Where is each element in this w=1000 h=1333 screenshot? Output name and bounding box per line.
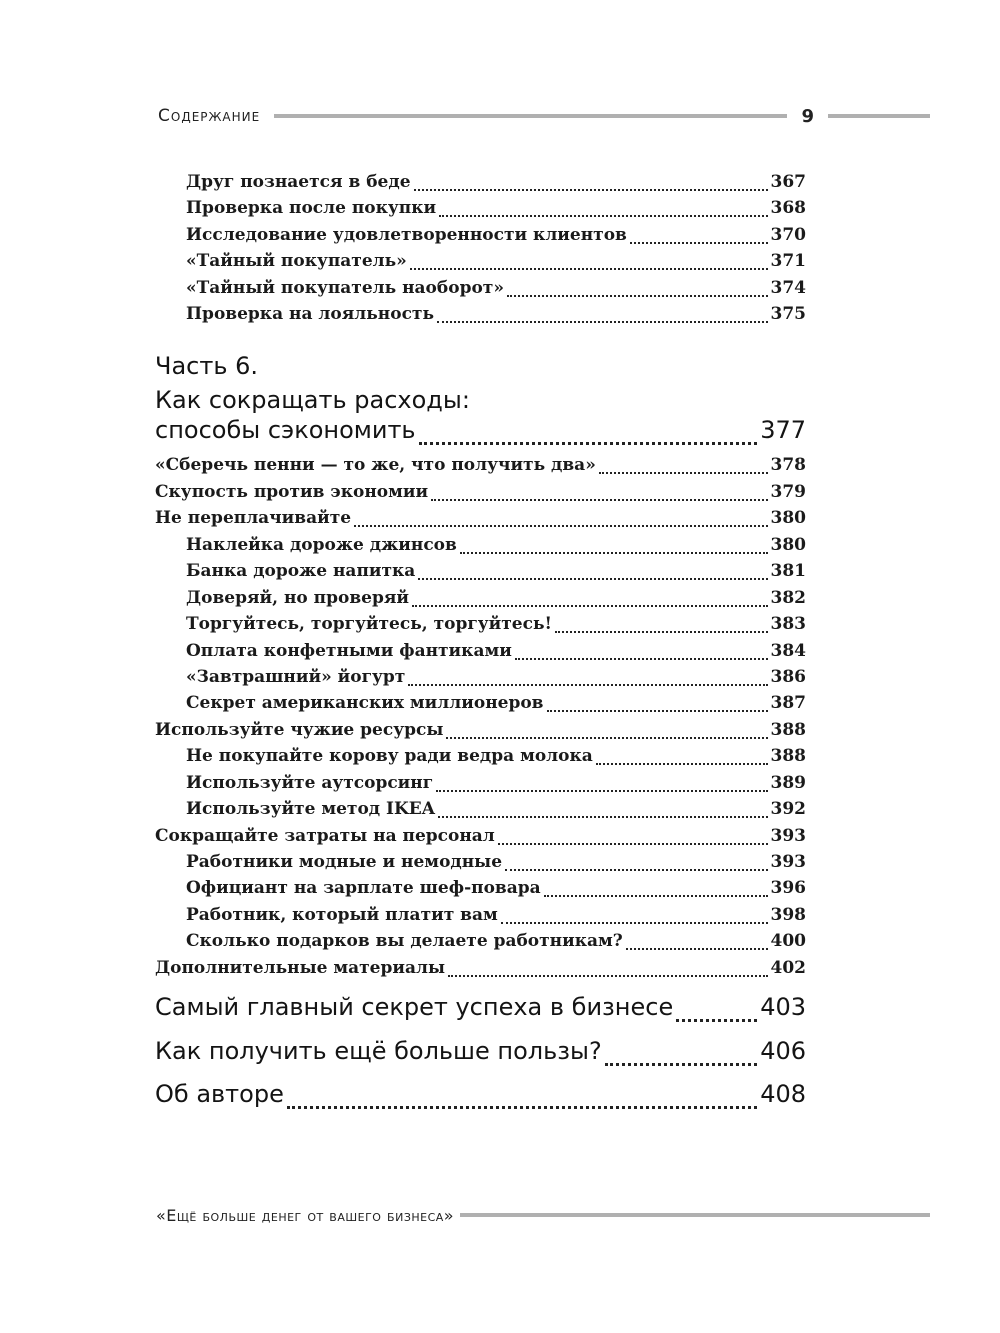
toc-entry[interactable] [186, 172, 806, 196]
toc-entry[interactable] [186, 746, 806, 770]
book-title: «Ещё больше денег от вашего бизнеса» [156, 1205, 455, 1225]
toc-entry[interactable] [186, 641, 806, 665]
toc-entry-title: Работники модные и немодные [186, 852, 503, 872]
dot-leader [498, 843, 768, 845]
toc-entry-title: Скупость против экономии [155, 482, 429, 502]
dot-leader [544, 895, 768, 897]
header-rule [274, 114, 787, 118]
toc-entry-title: Сокращайте затраты на персонал [155, 826, 495, 846]
toc-entry[interactable] [186, 304, 806, 328]
toc-entry-page: 393 [770, 826, 806, 846]
toc-entry-page: 388 [770, 746, 806, 766]
toc-entry[interactable] [186, 561, 806, 585]
toc-entry-title: Работник, который платит вам [186, 905, 498, 925]
toc-entry[interactable] [155, 482, 806, 506]
toc-entry-page: 388 [770, 720, 806, 740]
toc-entry-title: Используйте метод IKEA [186, 799, 435, 819]
toc-entry-title: Не переплачивайте [155, 508, 352, 528]
toc-entry[interactable] [186, 931, 806, 955]
dot-leader [596, 763, 768, 765]
toc-entry-page: 392 [770, 799, 806, 819]
toc-entry-page: 374 [770, 278, 806, 298]
toc-entry-title: Официант на зарплате шеф-повара [186, 878, 541, 898]
toc-entry[interactable] [186, 198, 806, 222]
toc-entry-page: 368 [770, 198, 806, 218]
toc-entry-title: «Сберечь пенни — то же, что получить два» [155, 455, 596, 475]
toc-entry[interactable] [155, 508, 806, 532]
toc-entry[interactable] [155, 958, 806, 982]
toc-entry-page: 387 [770, 693, 806, 713]
dot-leader [605, 1063, 757, 1066]
toc-entry-page: 396 [770, 878, 806, 898]
toc-entry-page: 371 [770, 251, 806, 271]
toc-entry-page: 375 [770, 304, 806, 324]
toc-entry-page: 406 [760, 1037, 806, 1065]
dot-leader [547, 710, 768, 712]
toc-entry-title: Об авторе [155, 1080, 284, 1108]
dot-leader [448, 975, 767, 977]
dot-leader [438, 816, 768, 818]
dot-leader [419, 442, 758, 445]
toc-entry[interactable] [186, 773, 806, 797]
toc-entry[interactable] [186, 535, 806, 559]
dot-leader [418, 578, 767, 580]
dot-leader [446, 737, 767, 739]
toc-entry[interactable] [186, 251, 806, 275]
toc-entry-title: Секрет американских миллионеров [186, 693, 544, 713]
dot-leader [507, 295, 768, 297]
toc-entry-page: 383 [770, 614, 806, 634]
dot-leader [431, 499, 767, 501]
running-header [158, 102, 930, 130]
toc-entry[interactable] [186, 905, 806, 929]
toc-entry-page: 370 [770, 225, 806, 245]
toc-entry[interactable] [186, 878, 806, 902]
dot-leader [410, 268, 768, 270]
toc-entry-page: 393 [770, 852, 806, 872]
toc-entry-page: 382 [770, 588, 806, 608]
toc-entry-title: Проверка на лояльность [186, 304, 434, 324]
toc-entry[interactable] [155, 720, 806, 744]
toc-entry[interactable] [186, 225, 806, 249]
toc-entry-title: Банка дороже напитка [186, 561, 416, 581]
toc-entry-title: Исследование удовлетворенности клиентов [186, 225, 627, 245]
toc-entry-title: Оплата конфетными фантиками [186, 641, 512, 661]
dot-leader [287, 1106, 757, 1109]
dot-leader [414, 189, 768, 191]
dot-leader [555, 631, 768, 633]
toc-entry[interactable] [186, 667, 806, 691]
toc-major-entry[interactable] [155, 1037, 806, 1073]
toc-entry-page: 402 [770, 958, 806, 978]
toc-entry-page: 380 [770, 535, 806, 555]
toc-entry[interactable] [186, 799, 806, 823]
dot-leader [436, 790, 767, 792]
toc-major-entry[interactable] [155, 1080, 806, 1116]
dot-leader [505, 869, 767, 871]
toc-entry-title: Используйте чужие ресурсы [155, 720, 444, 740]
toc-entry-title: Друг познается в беде [186, 172, 411, 192]
toc-entry-page: 403 [760, 993, 806, 1021]
part-heading-line2: Как сокращать расходы: [155, 386, 470, 414]
toc-entry-page: 384 [770, 641, 806, 661]
toc-entry-page: 408 [760, 1080, 806, 1108]
toc-entry-page: 367 [770, 172, 806, 192]
toc-entry[interactable] [186, 614, 806, 638]
toc-entry-title: «Тайный покупатель» [186, 251, 407, 271]
toc-entry-title: Наклейка дороже джинсов [186, 535, 457, 555]
toc-entry-page: 398 [770, 905, 806, 925]
dot-leader [630, 242, 768, 244]
toc-entry[interactable] [186, 852, 806, 876]
toc-major-entry[interactable] [155, 993, 806, 1029]
toc-entry-title: Самый главный секрет успеха в бизнесе [155, 993, 674, 1021]
toc-entry-title: «Тайный покупатель наоборот» [186, 278, 504, 298]
dot-leader [439, 215, 767, 217]
toc-entry-page: 378 [770, 455, 806, 475]
dot-leader [408, 684, 767, 686]
toc-entry-title: Как получить ещё больше пользы? [155, 1037, 602, 1065]
dot-leader [626, 948, 768, 950]
part-heading-line3: способы сэкономить [155, 416, 416, 444]
toc-entry-page: 400 [770, 931, 806, 951]
footer-rule [460, 1213, 930, 1217]
dot-leader [515, 658, 768, 660]
part-heading-line1: Часть 6. [155, 352, 259, 380]
dot-leader [437, 321, 768, 323]
part-heading-page: 377 [760, 416, 806, 444]
dot-leader [676, 1019, 757, 1022]
dot-leader [599, 472, 768, 474]
dot-leader [460, 552, 768, 554]
toc-entry-page: 389 [770, 773, 806, 793]
toc-entry[interactable] [155, 455, 806, 479]
toc-entry-title: Торгуйтесь, торгуйтесь, торгуйтесь! [186, 614, 552, 634]
toc-entry-title: «Завтрашний» йогурт [186, 667, 406, 687]
toc-entry-title: Дополнительные материалы [155, 958, 446, 978]
toc-entry[interactable] [155, 826, 806, 850]
toc-entry-page: 381 [770, 561, 806, 581]
toc-entry-title: Сколько подарков вы делаете работникам? [186, 931, 623, 951]
toc-entry[interactable] [186, 693, 806, 717]
toc-entry[interactable] [186, 278, 806, 302]
toc-entry[interactable] [186, 588, 806, 612]
running-footer [156, 1202, 930, 1228]
page-number: 9 [801, 105, 814, 127]
toc-entry-title: Не покупайте корову ради ведра молока [186, 746, 593, 766]
header-title: Содержание [158, 106, 261, 126]
part-heading-entry[interactable] [155, 416, 806, 452]
toc-entry-page: 380 [770, 508, 806, 528]
toc-entry-page: 386 [770, 667, 806, 687]
toc-entry-page: 379 [770, 482, 806, 502]
toc-entry-title: Проверка после покупки [186, 198, 437, 218]
dot-leader [412, 605, 767, 607]
header-rule-right [828, 114, 930, 118]
dot-leader [354, 525, 767, 527]
toc-entry-title: Доверяй, но проверяй [186, 588, 410, 608]
toc-entry-title: Используйте аутсорсинг [186, 773, 434, 793]
dot-leader [501, 922, 768, 924]
